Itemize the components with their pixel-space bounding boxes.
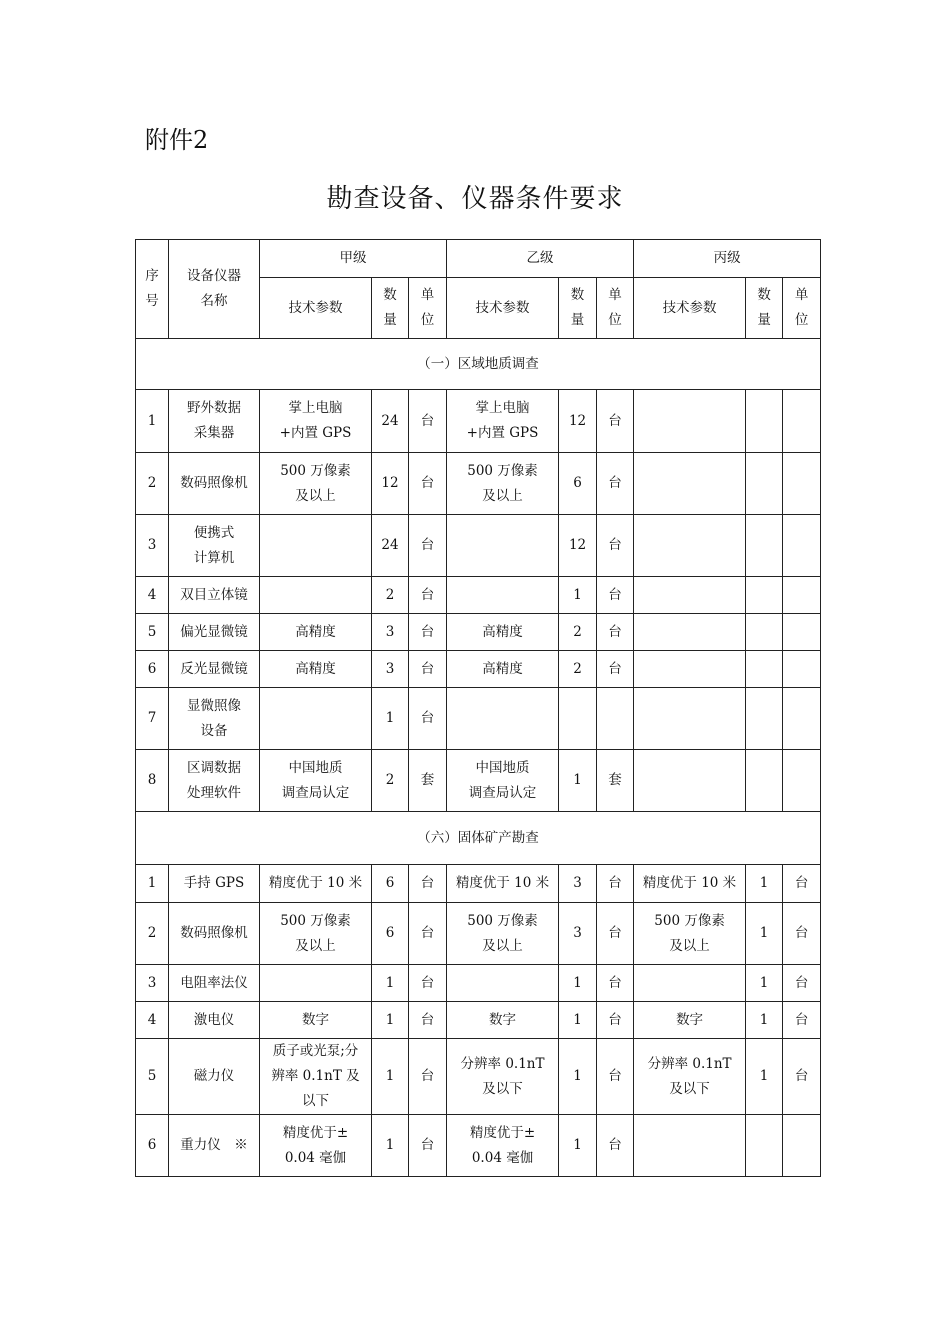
cell-tech-b-line: 掌上电脑 bbox=[475, 400, 530, 416]
header-unit: 单 位 bbox=[597, 278, 634, 339]
cell-unit-a: 台 bbox=[409, 688, 447, 750]
cell-qty-b: 2 bbox=[559, 614, 597, 651]
header-tech: 技术参数 bbox=[447, 278, 559, 339]
cell-seq: 2 bbox=[136, 903, 169, 965]
cell-tech-c bbox=[634, 577, 746, 614]
table-row bbox=[136, 1039, 821, 1115]
cell-tech-b bbox=[447, 903, 559, 965]
cell-unit-b: 台 bbox=[597, 390, 634, 453]
cell-tech-c-line: 及以下 bbox=[669, 1080, 710, 1097]
cell-qty-a: 3 bbox=[372, 651, 409, 688]
header-tech: 技术参数 bbox=[260, 278, 372, 339]
cell-seq: 2 bbox=[136, 453, 169, 515]
table-row bbox=[136, 515, 821, 577]
header-qty: 数 量 bbox=[372, 278, 409, 339]
cell-seq: 7 bbox=[136, 688, 169, 750]
cell-tech-a bbox=[260, 903, 372, 965]
cell-qty-c bbox=[746, 688, 783, 750]
header-qty: 数 量 bbox=[746, 278, 783, 339]
cell-tech-b bbox=[447, 614, 559, 651]
table-row bbox=[136, 453, 821, 515]
cell-qty-b: 12 bbox=[559, 515, 597, 577]
cell-tech-a-line: 及以上 bbox=[295, 937, 336, 954]
cell-unit-c bbox=[783, 577, 821, 614]
cell-tech-a-line: 辨率 0.1nT 及 bbox=[271, 1068, 360, 1084]
header-row-grades bbox=[136, 240, 821, 278]
cell-seq: 3 bbox=[136, 515, 169, 577]
cell-name-line: 重力仪 ※ bbox=[180, 1137, 248, 1153]
cell-tech-a bbox=[260, 1115, 372, 1177]
cell-name-line: 手持 GPS bbox=[183, 875, 245, 891]
cell-name-line: 数码照像机 bbox=[180, 475, 248, 491]
cell-tech-c bbox=[634, 903, 746, 965]
cell-name bbox=[169, 1039, 260, 1115]
cell-tech-b bbox=[447, 965, 559, 1002]
cell-tech-a-line: 及以上 bbox=[295, 487, 336, 504]
cell-unit-b bbox=[597, 688, 634, 750]
cell-tech-a bbox=[260, 1002, 372, 1039]
table-row bbox=[136, 865, 821, 903]
cell-tech-a bbox=[260, 577, 372, 614]
cell-unit-c: 台 bbox=[783, 1039, 821, 1115]
cell-tech-a bbox=[260, 750, 372, 812]
cell-qty-c: 1 bbox=[746, 965, 783, 1002]
header-grade-b: 乙级 bbox=[447, 240, 634, 278]
cell-tech-a-line: 以下 bbox=[302, 1093, 329, 1109]
cell-tech-c bbox=[634, 965, 746, 1002]
cell-unit-a: 套 bbox=[409, 750, 447, 812]
cell-qty-c bbox=[746, 515, 783, 577]
cell-tech-a-line: 高精度 bbox=[295, 623, 336, 640]
cell-tech-b bbox=[447, 390, 559, 453]
table-row bbox=[136, 390, 821, 453]
cell-qty-c bbox=[746, 453, 783, 515]
cell-seq: 5 bbox=[136, 1039, 169, 1115]
cell-name-line: 计算机 bbox=[193, 549, 235, 566]
cell-qty-b: 12 bbox=[559, 390, 597, 453]
section-row bbox=[136, 339, 821, 390]
cell-qty-a: 6 bbox=[372, 903, 409, 965]
cell-tech-b-line: 及以上 bbox=[482, 487, 523, 504]
cell-tech-a bbox=[260, 614, 372, 651]
cell-qty-a: 2 bbox=[372, 750, 409, 812]
cell-tech-c bbox=[634, 1002, 746, 1039]
cell-qty-a: 1 bbox=[372, 688, 409, 750]
table-row bbox=[136, 688, 821, 750]
equipment-table bbox=[135, 239, 821, 1177]
cell-unit-a: 台 bbox=[409, 651, 447, 688]
cell-qty-c: 1 bbox=[746, 903, 783, 965]
cell-name-line: 野外数据 bbox=[187, 400, 241, 416]
section-title: （六）固体矿产勘查 bbox=[136, 812, 821, 865]
cell-qty-a: 6 bbox=[372, 865, 409, 903]
cell-qty-b: 1 bbox=[559, 1115, 597, 1177]
cell-name-line: 便携式 bbox=[193, 524, 235, 541]
cell-tech-b bbox=[447, 688, 559, 750]
table-row bbox=[136, 965, 821, 1002]
cell-tech-b bbox=[447, 1002, 559, 1039]
cell-unit-a: 台 bbox=[409, 1115, 447, 1177]
cell-qty-a: 1 bbox=[372, 1115, 409, 1177]
cell-qty-c: 1 bbox=[746, 865, 783, 903]
cell-tech-b-line: 调查局认定 bbox=[468, 784, 537, 801]
cell-qty-b: 1 bbox=[559, 577, 597, 614]
cell-qty-c: 1 bbox=[746, 1002, 783, 1039]
cell-qty-b bbox=[559, 688, 597, 750]
table-row bbox=[136, 750, 821, 812]
cell-unit-b: 台 bbox=[597, 1002, 634, 1039]
cell-tech-b bbox=[447, 750, 559, 812]
table-row bbox=[136, 614, 821, 651]
cell-unit-b: 台 bbox=[597, 865, 634, 903]
cell-tech-a-line: 500 万像素 bbox=[280, 912, 351, 929]
cell-qty-a: 1 bbox=[372, 965, 409, 1002]
cell-tech-a bbox=[260, 688, 372, 750]
cell-qty-a: 24 bbox=[372, 390, 409, 453]
cell-unit-a: 台 bbox=[409, 453, 447, 515]
cell-tech-c bbox=[634, 1115, 746, 1177]
cell-unit-c: 台 bbox=[783, 965, 821, 1002]
cell-tech-a-line: 精度优于 10 米 bbox=[268, 875, 363, 891]
cell-tech-b bbox=[447, 453, 559, 515]
cell-unit-c: 台 bbox=[783, 903, 821, 965]
cell-name-line: 反光显微镜 bbox=[180, 660, 248, 677]
cell-qty-c bbox=[746, 390, 783, 453]
cell-name bbox=[169, 965, 260, 1002]
cell-unit-b: 台 bbox=[597, 903, 634, 965]
cell-name bbox=[169, 903, 260, 965]
section-title: （一）区域地质调查 bbox=[136, 339, 821, 390]
cell-unit-c bbox=[783, 750, 821, 812]
cell-unit-c bbox=[783, 390, 821, 453]
cell-tech-b-line: 500 万像素 bbox=[467, 462, 538, 479]
cell-tech-b-line: 分辨率 0.1nT bbox=[460, 1055, 545, 1072]
cell-tech-a-line: 500 万像素 bbox=[280, 462, 351, 479]
cell-unit-b: 套 bbox=[597, 750, 634, 812]
cell-name bbox=[169, 453, 260, 515]
cell-tech-a-line: 中国地质 bbox=[288, 759, 343, 776]
cell-seq: 8 bbox=[136, 750, 169, 812]
cell-name bbox=[169, 577, 260, 614]
cell-tech-a-line: +内置 GPS bbox=[279, 425, 352, 441]
cell-tech-c-line: 及以上 bbox=[669, 937, 710, 954]
cell-unit-b: 台 bbox=[597, 453, 634, 515]
table-row bbox=[136, 1115, 821, 1177]
cell-qty-a: 12 bbox=[372, 453, 409, 515]
cell-unit-a: 台 bbox=[409, 614, 447, 651]
header-seq: 序 号 bbox=[136, 240, 169, 339]
cell-seq: 3 bbox=[136, 965, 169, 1002]
cell-unit-c bbox=[783, 1115, 821, 1177]
cell-unit-c bbox=[783, 651, 821, 688]
cell-qty-b: 6 bbox=[559, 453, 597, 515]
cell-seq: 1 bbox=[136, 390, 169, 453]
cell-tech-c bbox=[634, 1039, 746, 1115]
cell-name-line: 数码照像机 bbox=[180, 925, 248, 941]
cell-tech-c bbox=[634, 390, 746, 453]
cell-tech-a bbox=[260, 865, 372, 903]
cell-name bbox=[169, 651, 260, 688]
cell-seq: 6 bbox=[136, 651, 169, 688]
header-unit: 单 位 bbox=[409, 278, 447, 339]
cell-name-line: 电阻率法仪 bbox=[180, 974, 248, 991]
cell-tech-a-line: 掌上电脑 bbox=[288, 400, 343, 416]
table-row bbox=[136, 577, 821, 614]
cell-qty-a: 1 bbox=[372, 1039, 409, 1115]
cell-tech-a bbox=[260, 1039, 372, 1115]
cell-qty-a: 2 bbox=[372, 577, 409, 614]
cell-unit-b: 台 bbox=[597, 614, 634, 651]
cell-tech-c bbox=[634, 865, 746, 903]
attachment-label: 附件2 bbox=[145, 126, 209, 154]
cell-name bbox=[169, 515, 260, 577]
table-row bbox=[136, 1002, 821, 1039]
cell-qty-a: 1 bbox=[372, 1002, 409, 1039]
cell-tech-c-line: 500 万像素 bbox=[654, 912, 725, 929]
cell-name bbox=[169, 688, 260, 750]
cell-tech-b-line: 数字 bbox=[489, 1011, 517, 1028]
cell-unit-a: 台 bbox=[409, 1039, 447, 1115]
cell-qty-b: 1 bbox=[559, 750, 597, 812]
cell-qty-a: 24 bbox=[372, 515, 409, 577]
cell-unit-a: 台 bbox=[409, 965, 447, 1002]
cell-name-line: 采集器 bbox=[193, 425, 235, 441]
cell-tech-a-line: 0.04 毫伽 bbox=[284, 1149, 347, 1166]
header-unit: 单 位 bbox=[783, 278, 821, 339]
cell-name-line: 区调数据 bbox=[187, 759, 241, 776]
cell-tech-c-line: 精度优于 10 米 bbox=[642, 875, 737, 891]
cell-tech-a-line: 高精度 bbox=[295, 660, 336, 677]
cell-tech-b bbox=[447, 1039, 559, 1115]
cell-seq: 5 bbox=[136, 614, 169, 651]
cell-qty-c bbox=[746, 750, 783, 812]
cell-name bbox=[169, 750, 260, 812]
header-grade-c: 丙级 bbox=[634, 240, 821, 278]
table-row bbox=[136, 651, 821, 688]
cell-tech-b-line: 及以下 bbox=[482, 1080, 523, 1097]
cell-tech-c bbox=[634, 453, 746, 515]
section-row bbox=[136, 812, 821, 865]
cell-tech-a bbox=[260, 515, 372, 577]
cell-name bbox=[169, 614, 260, 651]
cell-seq: 6 bbox=[136, 1115, 169, 1177]
cell-name bbox=[169, 1002, 260, 1039]
cell-tech-a bbox=[260, 390, 372, 453]
cell-seq: 4 bbox=[136, 1002, 169, 1039]
cell-name bbox=[169, 390, 260, 453]
cell-name-line: 显微照像 bbox=[187, 697, 241, 714]
cell-tech-b-line: +内置 GPS bbox=[466, 425, 539, 441]
cell-tech-a-line: 质子或光泵;分 bbox=[272, 1043, 359, 1059]
cell-name-line: 双目立体镜 bbox=[180, 586, 248, 603]
cell-name-line: 磁力仪 bbox=[193, 1068, 235, 1084]
cell-unit-c bbox=[783, 614, 821, 651]
cell-unit-b: 台 bbox=[597, 515, 634, 577]
cell-tech-b-line: 0.04 毫伽 bbox=[471, 1149, 534, 1166]
cell-tech-b-line: 精度优于± bbox=[469, 1124, 536, 1141]
cell-tech-c bbox=[634, 750, 746, 812]
cell-qty-b: 1 bbox=[559, 1039, 597, 1115]
cell-unit-a: 台 bbox=[409, 577, 447, 614]
cell-tech-c bbox=[634, 651, 746, 688]
cell-tech-b-line: 精度优于 10 米 bbox=[455, 875, 550, 891]
cell-unit-a: 台 bbox=[409, 390, 447, 453]
cell-seq: 1 bbox=[136, 865, 169, 903]
cell-unit-b: 台 bbox=[597, 651, 634, 688]
cell-qty-b: 1 bbox=[559, 965, 597, 1002]
cell-unit-c bbox=[783, 688, 821, 750]
cell-qty-c: 1 bbox=[746, 1039, 783, 1115]
cell-qty-c bbox=[746, 614, 783, 651]
cell-tech-c bbox=[634, 688, 746, 750]
cell-tech-b bbox=[447, 515, 559, 577]
cell-name-line: 偏光显微镜 bbox=[180, 623, 248, 640]
cell-tech-c bbox=[634, 614, 746, 651]
cell-unit-b: 台 bbox=[597, 965, 634, 1002]
cell-qty-b: 3 bbox=[559, 903, 597, 965]
cell-tech-b-line: 高精度 bbox=[482, 623, 523, 640]
cell-qty-a: 3 bbox=[372, 614, 409, 651]
cell-tech-b-line: 及以上 bbox=[482, 937, 523, 954]
cell-unit-c: 台 bbox=[783, 865, 821, 903]
cell-tech-a bbox=[260, 965, 372, 1002]
cell-name bbox=[169, 1115, 260, 1177]
cell-tech-a-line: 精度优于± bbox=[282, 1124, 349, 1141]
header-qty: 数 量 bbox=[559, 278, 597, 339]
cell-tech-c bbox=[634, 515, 746, 577]
cell-tech-b bbox=[447, 651, 559, 688]
document-title: 勘查设备、仪器条件要求 bbox=[326, 184, 624, 214]
cell-tech-b bbox=[447, 577, 559, 614]
cell-tech-c-line: 分辨率 0.1nT bbox=[647, 1055, 732, 1072]
cell-unit-a: 台 bbox=[409, 865, 447, 903]
cell-tech-a bbox=[260, 651, 372, 688]
cell-seq: 4 bbox=[136, 577, 169, 614]
cell-name-line: 处理软件 bbox=[187, 784, 241, 801]
cell-tech-b bbox=[447, 865, 559, 903]
cell-unit-a: 台 bbox=[409, 903, 447, 965]
cell-qty-c bbox=[746, 577, 783, 614]
cell-qty-c bbox=[746, 1115, 783, 1177]
cell-tech-a bbox=[260, 453, 372, 515]
cell-tech-b-line: 高精度 bbox=[482, 660, 523, 677]
cell-qty-b: 1 bbox=[559, 1002, 597, 1039]
cell-tech-b bbox=[447, 1115, 559, 1177]
cell-tech-c-line: 数字 bbox=[676, 1011, 704, 1028]
cell-unit-a: 台 bbox=[409, 515, 447, 577]
cell-qty-c bbox=[746, 651, 783, 688]
cell-unit-c bbox=[783, 453, 821, 515]
cell-unit-a: 台 bbox=[409, 1002, 447, 1039]
cell-tech-a-line: 数字 bbox=[302, 1011, 329, 1028]
cell-unit-c: 台 bbox=[783, 1002, 821, 1039]
cell-unit-b: 台 bbox=[597, 1115, 634, 1177]
cell-tech-b-line: 中国地质 bbox=[475, 759, 530, 776]
header-tech: 技术参数 bbox=[634, 278, 746, 339]
header-name: 设备仪器 名称 bbox=[169, 240, 260, 339]
cell-tech-b-line: 500 万像素 bbox=[467, 912, 538, 929]
cell-unit-c bbox=[783, 515, 821, 577]
cell-name bbox=[169, 865, 260, 903]
table-row bbox=[136, 903, 821, 965]
cell-unit-b: 台 bbox=[597, 577, 634, 614]
cell-name-line: 激电仪 bbox=[193, 1011, 235, 1028]
cell-name-line: 设备 bbox=[200, 722, 228, 739]
cell-qty-b: 3 bbox=[559, 865, 597, 903]
cell-tech-a-line: 调查局认定 bbox=[281, 784, 350, 801]
header-grade-a: 甲级 bbox=[260, 240, 447, 278]
cell-qty-b: 2 bbox=[559, 651, 597, 688]
cell-unit-b: 台 bbox=[597, 1039, 634, 1115]
